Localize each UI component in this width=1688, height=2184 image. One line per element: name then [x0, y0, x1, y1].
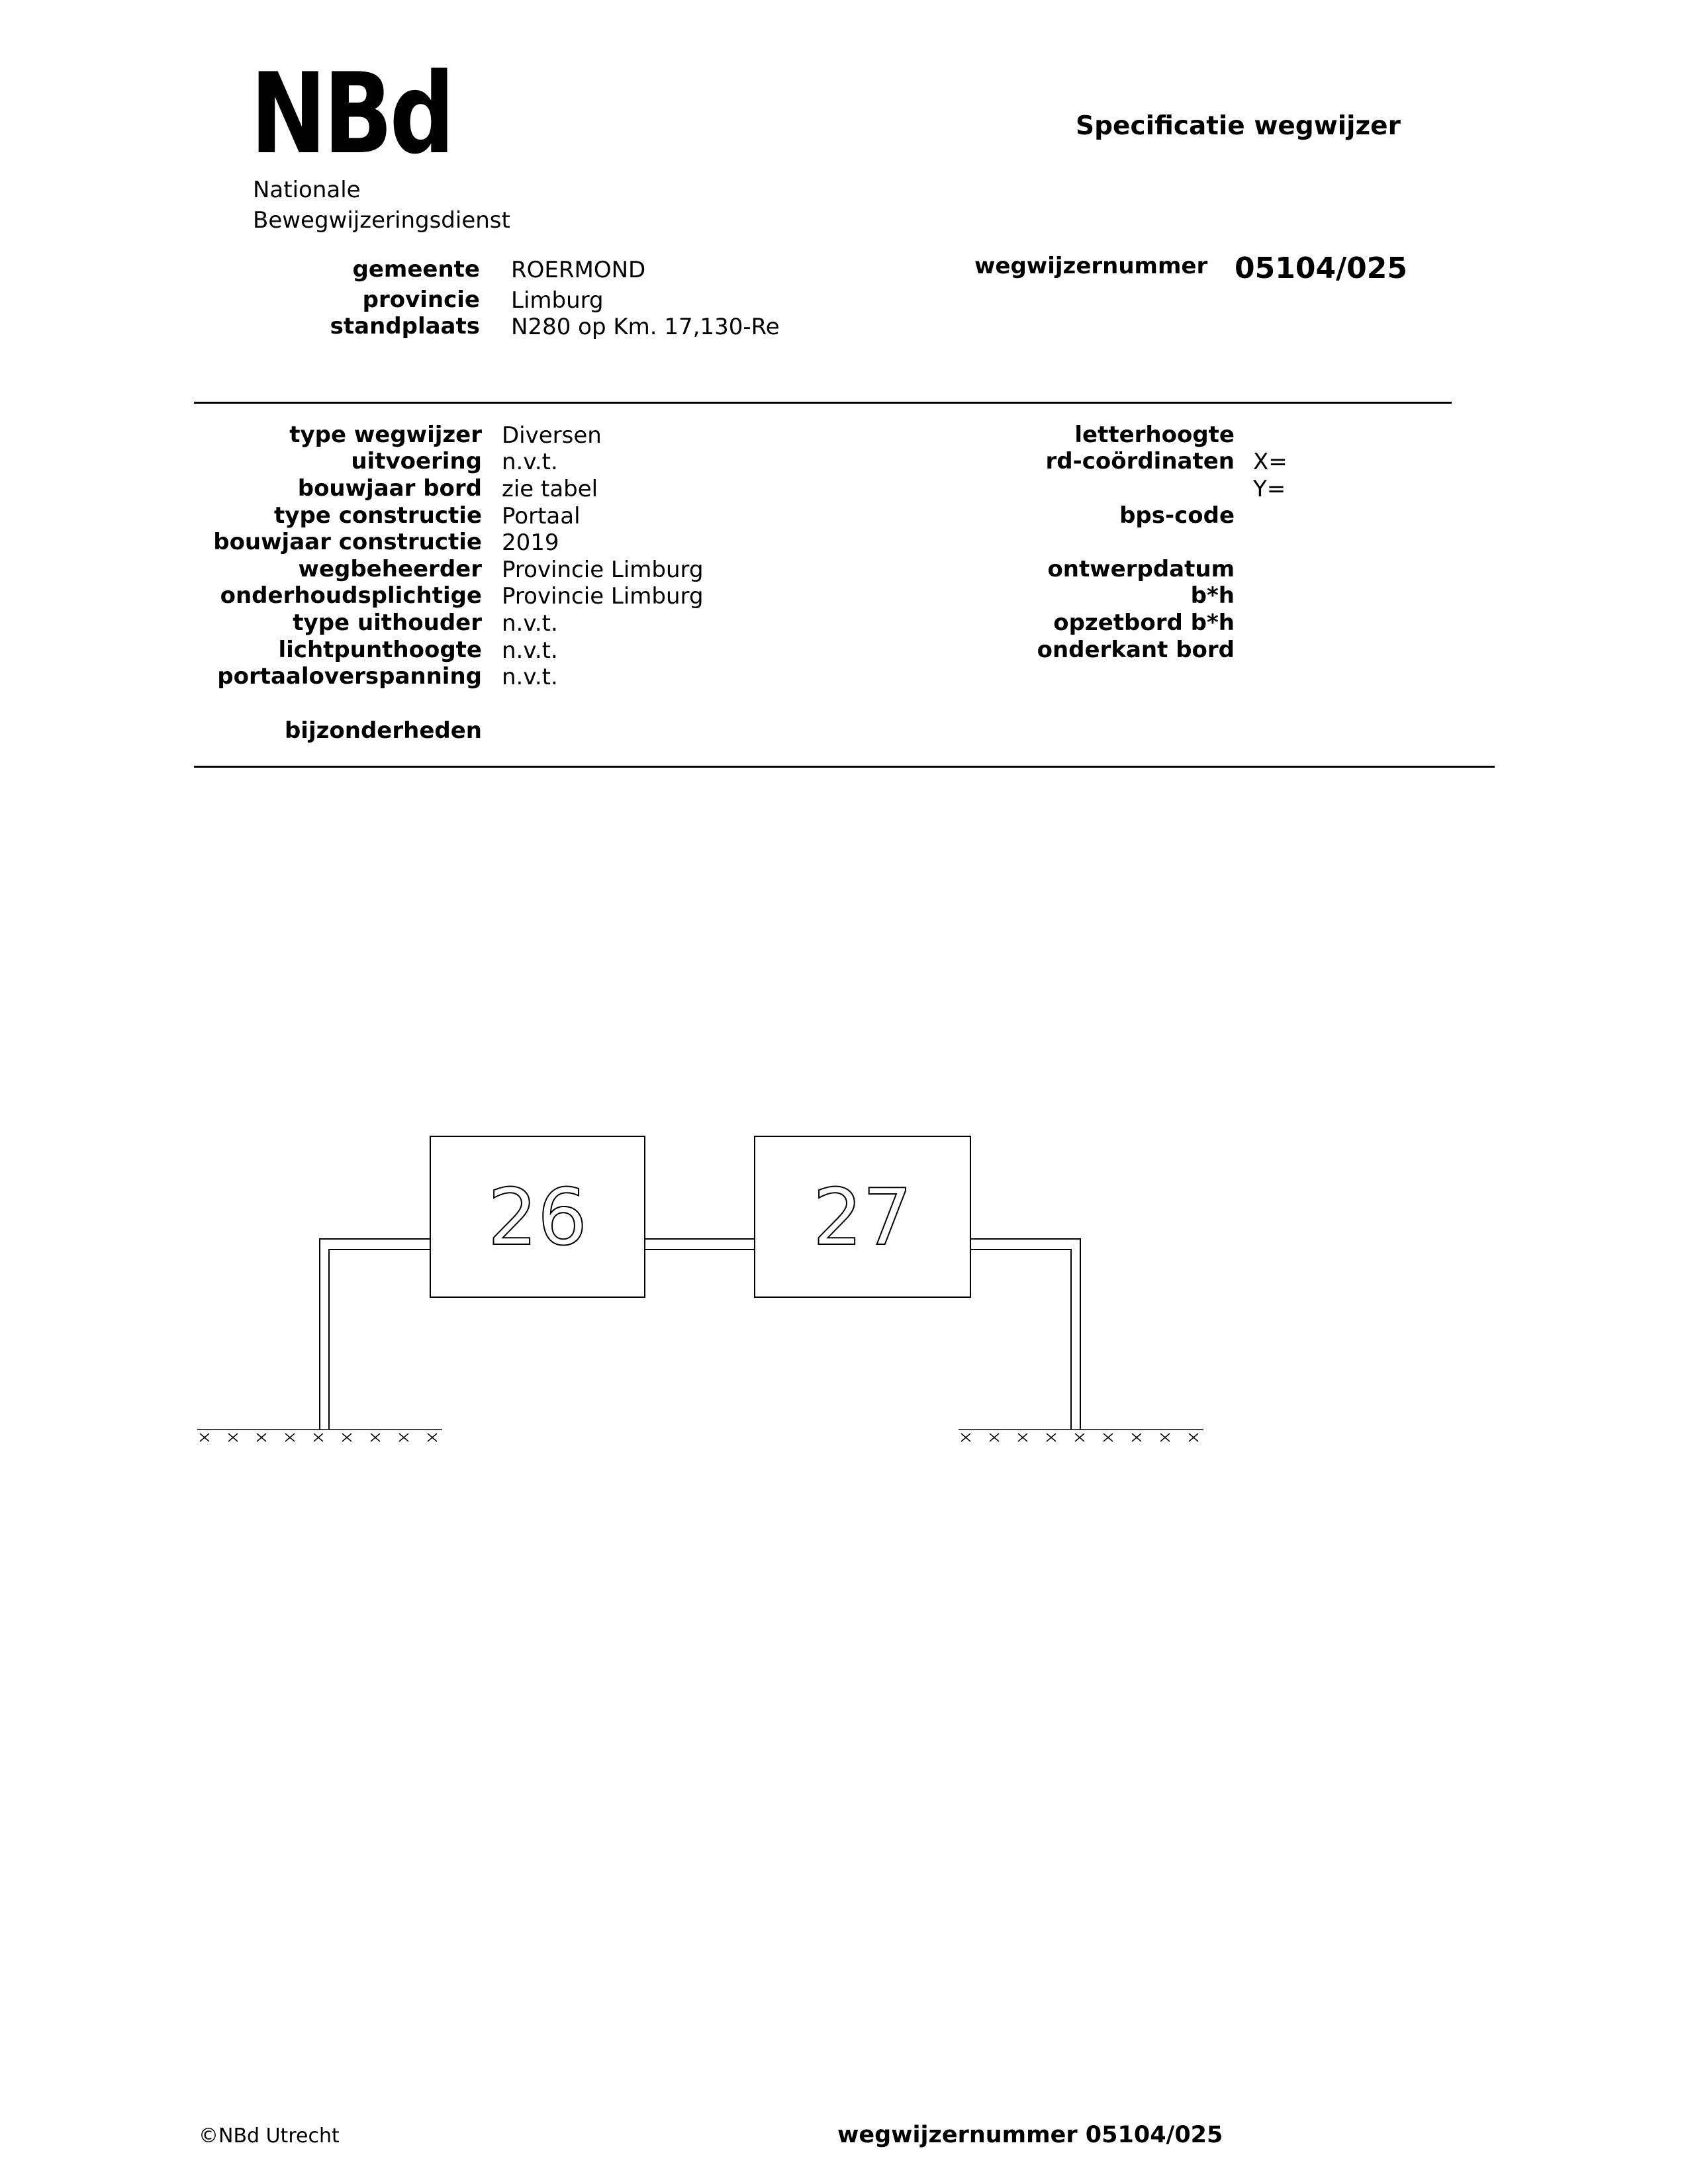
lichtpunthoogte-value: n.v.t.: [502, 637, 558, 664]
bijzonderheden-label: bijzonderheden: [284, 717, 482, 744]
wegwijzernummer-label: wegwijzernummer: [974, 253, 1208, 279]
document-title: Specificatie wegwijzer: [1076, 111, 1401, 141]
lichtpunthoogte-label: lichtpunthoogte: [278, 637, 482, 663]
type-uithouder-value: n.v.t.: [502, 610, 558, 637]
type-constructie-value: Portaal: [502, 503, 581, 529]
wegbeheerder-value: Provincie Limburg: [502, 557, 704, 583]
sign-number-right: 27: [812, 1171, 913, 1263]
ground-right: [959, 1430, 1203, 1441]
nbd-logo: NBd: [250, 49, 452, 179]
onderkant-bord-label: onderkant bord: [1037, 637, 1235, 663]
standplaats-value: N280 op Km. 17,130-Re: [511, 314, 780, 340]
bps-code-label: bps-code: [1119, 502, 1235, 529]
wegwijzernummer-value: 05104/025: [1235, 251, 1407, 285]
type-wegwijzer-value: Diversen: [502, 422, 602, 449]
org-name-line1: Nationale: [253, 177, 361, 203]
onderhoudsplichtige-label: onderhoudsplichtige: [220, 582, 482, 609]
provincie-value: Limburg: [511, 287, 604, 314]
standplaats-label: standplaats: [330, 313, 480, 340]
provincie-label: provincie: [362, 287, 480, 313]
bh-label: b*h: [1190, 582, 1235, 609]
gantry-frame: [320, 1239, 1080, 1430]
org-name-line2: Bewegwijzeringsdienst: [253, 207, 510, 234]
rd-x-value: X=: [1253, 449, 1288, 475]
onderhoudsplichtige-value: Provincie Limburg: [502, 583, 704, 610]
bouwjaar-constructie-label: bouwjaar constructie: [213, 529, 482, 555]
rd-y-value: Y=: [1253, 476, 1286, 502]
portaaloverspanning-value: n.v.t.: [502, 664, 558, 690]
bouwjaar-bord-label: bouwjaar bord: [297, 475, 482, 502]
wegbeheerder-label: wegbeheerder: [298, 556, 482, 582]
gemeente-value: ROERMOND: [511, 257, 646, 283]
opzetbord-label: opzetbord b*h: [1053, 610, 1235, 636]
ontwerpdatum-label: ontwerpdatum: [1047, 556, 1235, 582]
gemeente-label: gemeente: [352, 256, 480, 283]
letterhoogte-label: letterhoogte: [1074, 422, 1235, 448]
footer-wegwijzernummer: wegwijzernummer 05104/025: [837, 2122, 1223, 2148]
footer-copyright: ©NBd Utrecht: [199, 2124, 340, 2148]
type-uithouder-label: type uithouder: [293, 610, 482, 636]
bouwjaar-constructie-value: 2019: [502, 529, 559, 556]
type-constructie-label: type constructie: [274, 502, 482, 529]
sign-number-left: 26: [487, 1171, 588, 1263]
rd-coordinaten-label: rd-coördinaten: [1045, 448, 1235, 475]
bouwjaar-bord-value: zie tabel: [502, 476, 598, 502]
uitvoering-label: uitvoering: [351, 448, 482, 475]
type-wegwijzer-label: type wegwijzer: [289, 422, 482, 448]
uitvoering-value: n.v.t.: [502, 449, 558, 475]
portaaloverspanning-label: portaaloverspanning: [217, 663, 482, 690]
ground-left: [197, 1430, 442, 1441]
